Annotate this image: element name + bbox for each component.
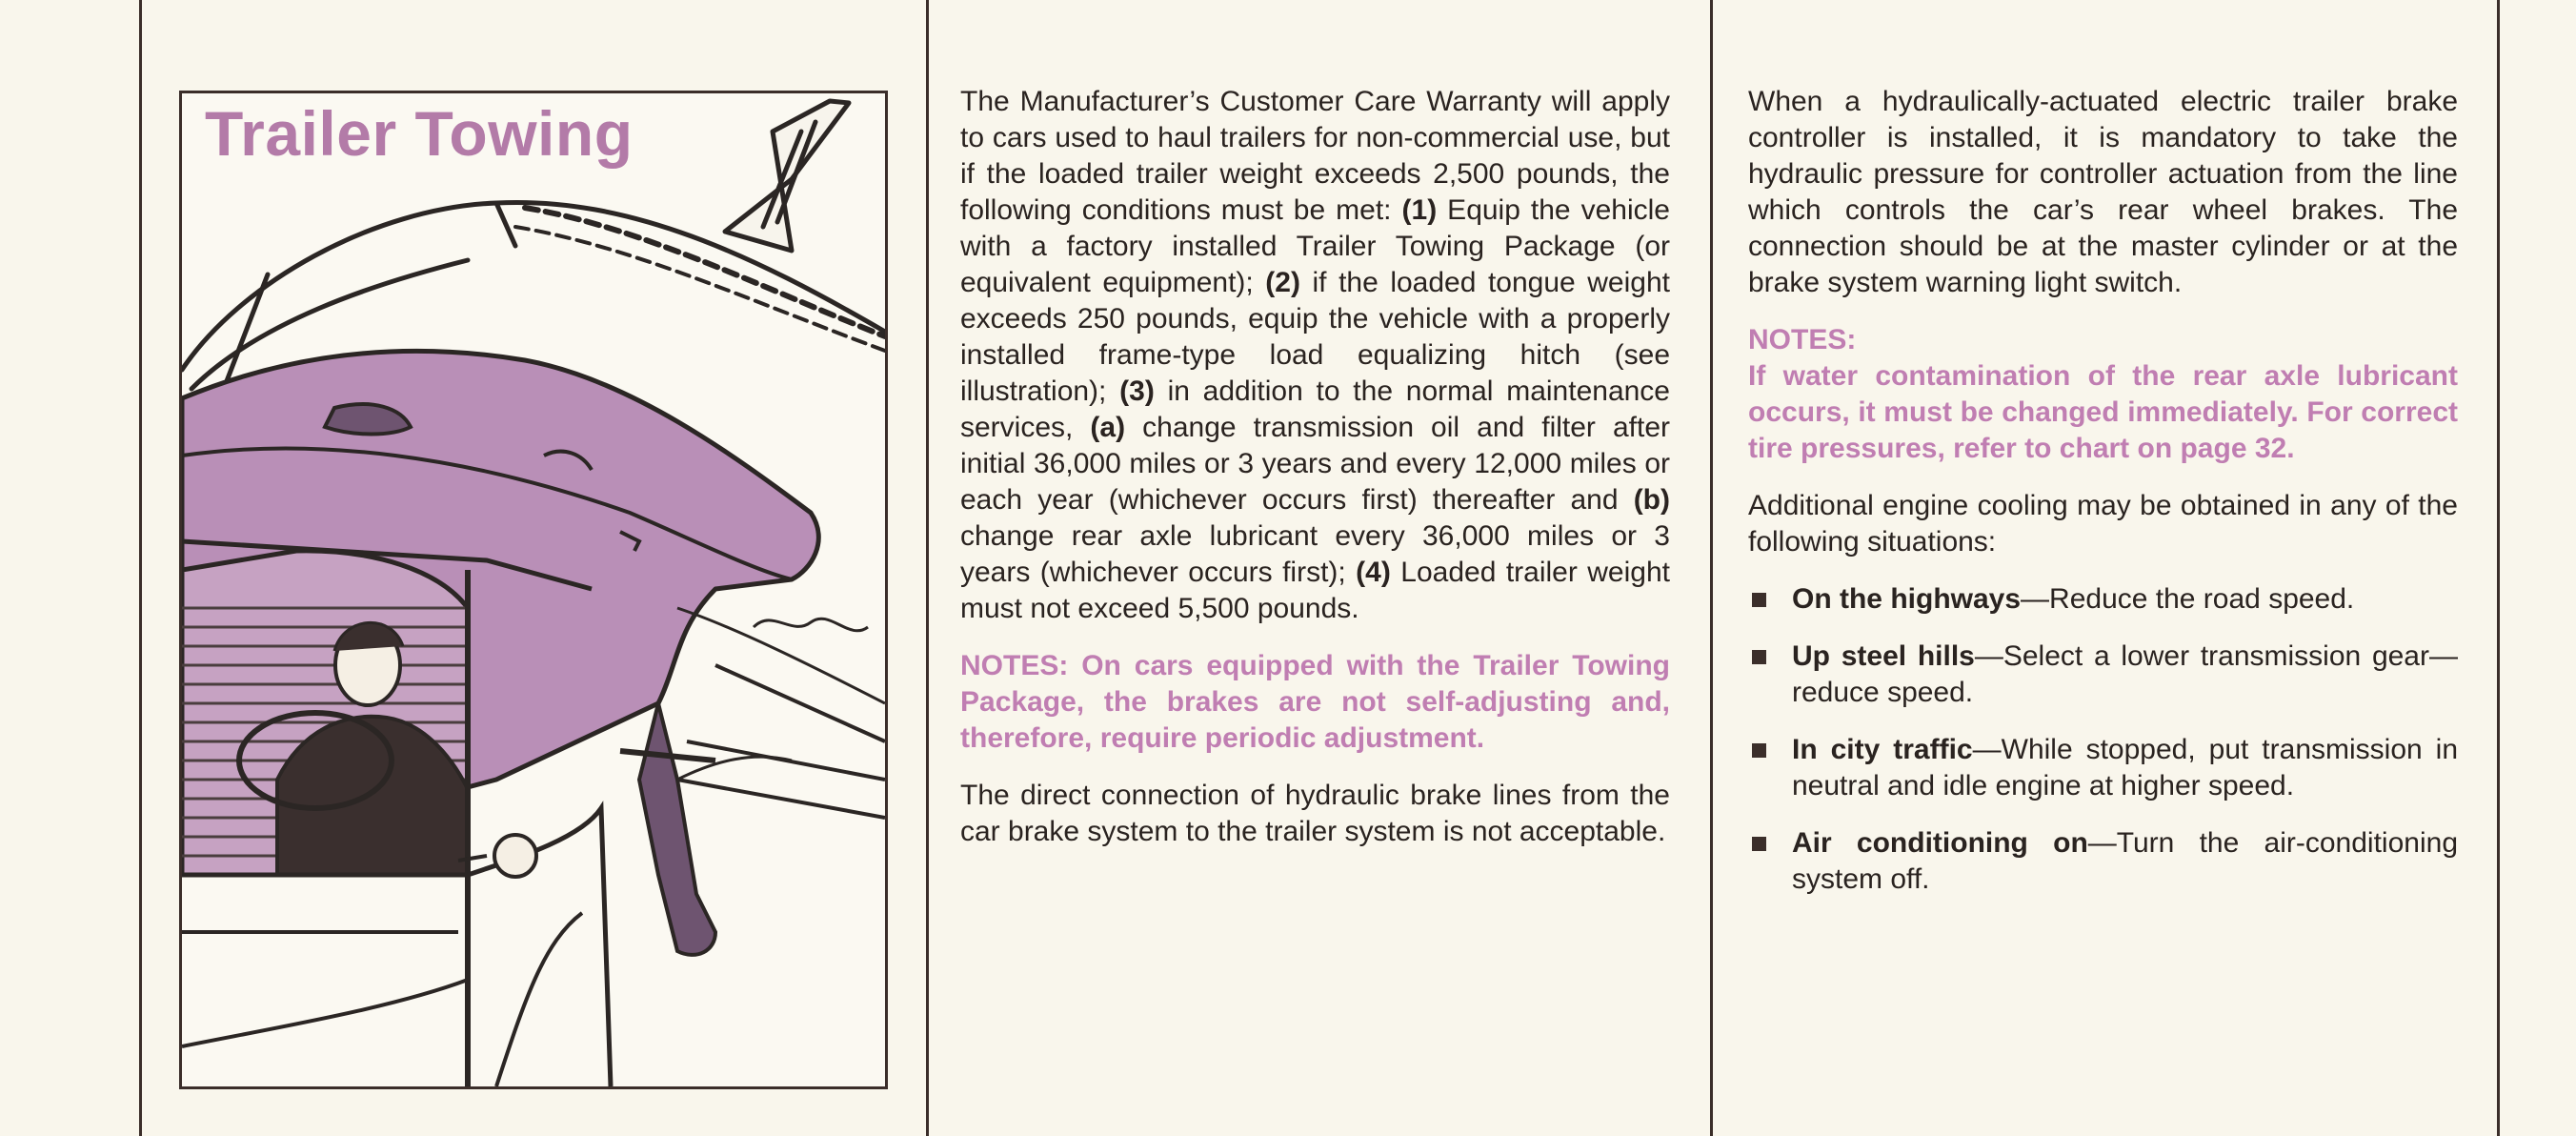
controller-paragraph: When a hydraulically-actuated electric trailer brake controller is installed, it is mandatory to take the hydraulic pressure for controller actuation from the line which controls the car’s rear wheel brakes. The connection should be at the master cylinder or at the brake system warning light switch. xyxy=(1748,86,2458,298)
condition-mark-1: (1) xyxy=(1401,194,1438,226)
notes-heading: NOTES: xyxy=(1748,324,1857,355)
warranty-text-4: in addition to the normal maintenance services, xyxy=(960,375,1670,443)
square-bullet-icon xyxy=(1752,837,1766,851)
list-item-text: —Select a lower transmission gear—reduce speed. xyxy=(1792,640,2458,708)
list-item-term: Up steel hills xyxy=(1792,640,1975,672)
list-item xyxy=(1748,581,2458,618)
cooling-intro: Additional engine cooling may be obtained in any of the following situations: xyxy=(1748,490,2458,558)
condition-mark-b: (b) xyxy=(1633,484,1670,516)
list-item-text: —While stopped, put transmission in neutral and idle engine at higher speed. xyxy=(1792,734,2458,801)
panel-title: Trailer Towing xyxy=(205,98,634,169)
notes-text: If water contamination of the rear axle lubricant occurs, it must be changed immediately. For correct tire pressures, refer to chart on page 32. xyxy=(1748,360,2458,464)
column-rule-center-left xyxy=(926,0,929,1136)
column-rule-left xyxy=(139,0,142,1136)
column-rule-center-right xyxy=(1710,0,1713,1136)
list-item-text: —Reduce the road speed. xyxy=(2021,583,2355,615)
list-item-term: On the highways xyxy=(1792,583,2022,615)
warranty-column xyxy=(960,84,1670,871)
condition-mark-2: (2) xyxy=(1265,267,1300,298)
warranty-text-1: The Manufacturer’s Customer Care Warranty will apply to cars used to haul trailers for non-commercial use, but if the loaded trailer weight exceeds 2,500 pounds, the following conditions must be met: xyxy=(960,86,1670,226)
condition-mark-3: (3) xyxy=(1119,375,1155,407)
list-item xyxy=(1748,825,2458,898)
warranty-text-7: Loaded trailer weight must not exceed 5,500 pounds. xyxy=(960,557,1670,624)
condition-mark-4: (4) xyxy=(1356,557,1391,588)
square-bullet-icon xyxy=(1752,650,1766,664)
warranty-text-3: if the loaded tongue weight exceeds 250 pounds, equip the vehicle with a properly installed frame-type load equalizing hitch (see illustration); xyxy=(960,267,1670,407)
brake-notes: NOTES: On cars equipped with the Trailer Towing Package, the brakes are not self-adjusting and, therefore, require periodic adjustment. xyxy=(960,650,1670,754)
illustration-panel xyxy=(179,91,888,1089)
warranty-paragraph xyxy=(960,84,1670,627)
warranty-text-2: Equip the vehicle with a factory installed Trailer Towing Package (or equivalent equipment); xyxy=(960,194,1670,298)
condition-mark-a: (a) xyxy=(1090,412,1126,443)
trailer-towing-illustration xyxy=(182,93,885,1086)
brake-lines-paragraph: The direct connection of hydraulic brake lines from the car brake system to the trailer system is not acceptable. xyxy=(960,780,1670,847)
warranty-text-6: change rear axle lubricant every 36,000 miles or 3 years (whichever occurs first); xyxy=(960,520,1670,588)
list-item-term: In city traffic xyxy=(1792,734,1973,765)
list-item xyxy=(1748,639,2458,711)
square-bullet-icon xyxy=(1752,593,1766,607)
list-item-term: Air conditioning on xyxy=(1792,827,2088,859)
column-rule-right xyxy=(2497,0,2500,1136)
cooling-list xyxy=(1748,581,2458,898)
list-item-text: —Turn the air-conditioning system off. xyxy=(1792,827,2458,895)
warranty-text-5: change transmission oil and filter after initial 36,000 miles or 3 years and every 12,000 miles or each year (whichever occurs first) thereafter and xyxy=(960,412,1670,516)
controller-column xyxy=(1748,84,2458,919)
square-bullet-icon xyxy=(1752,743,1766,758)
list-item xyxy=(1748,732,2458,804)
